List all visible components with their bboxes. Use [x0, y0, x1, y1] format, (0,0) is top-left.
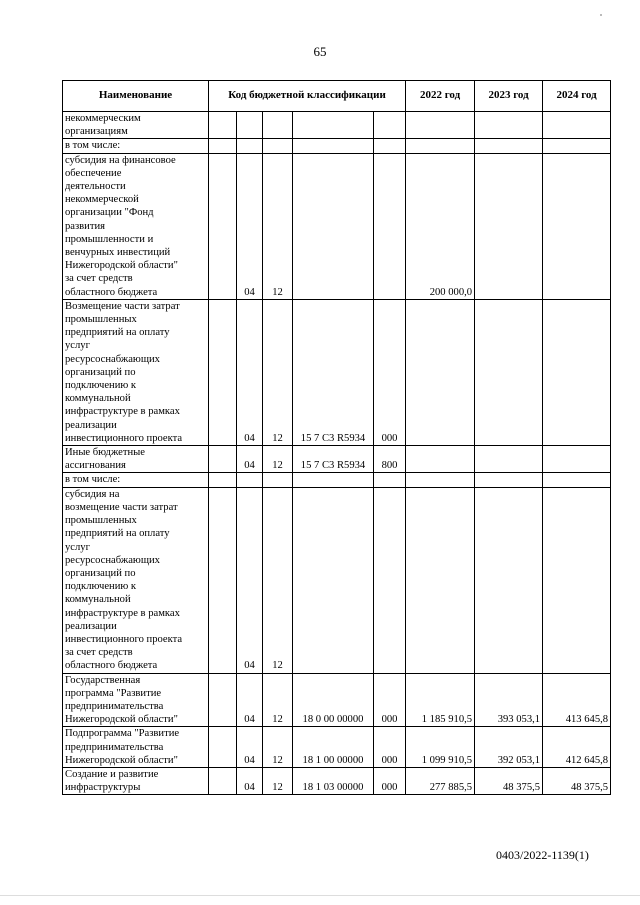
cell-y2023: [475, 473, 543, 487]
cell-c4: [293, 487, 374, 673]
cell-y2022: [406, 446, 475, 473]
budget-table: [62, 80, 611, 795]
cell-name: Иные бюджетные ассигнования: [63, 446, 209, 473]
table-row: [63, 299, 611, 445]
cell-c1: [209, 299, 237, 445]
scan-edge-line: [0, 895, 640, 896]
cell-c3: [263, 139, 293, 153]
cell-c5: [374, 473, 406, 487]
cell-y2023: 392 053,1: [475, 727, 543, 768]
cell-c2: [237, 473, 263, 487]
cell-c3: [263, 473, 293, 487]
cell-y2024: [543, 473, 611, 487]
cell-c2: 04: [237, 153, 263, 299]
cell-c3: 12: [263, 487, 293, 673]
table-row: [63, 112, 611, 139]
cell-c3: 12: [263, 299, 293, 445]
cell-y2023: [475, 112, 543, 139]
cell-y2024: 412 645,8: [543, 727, 611, 768]
cell-y2024: [543, 299, 611, 445]
cell-y2023: [475, 153, 543, 299]
cell-c3: [263, 112, 293, 139]
cell-c2: 04: [237, 767, 263, 794]
cell-y2022: 200 000,0: [406, 153, 475, 299]
cell-c3: 12: [263, 446, 293, 473]
page-number: 65: [313, 44, 327, 59]
cell-y2024: 413 645,8: [543, 673, 611, 727]
table-row: [63, 153, 611, 299]
cell-c5: 000: [374, 673, 406, 727]
cell-c1: [209, 673, 237, 727]
cell-c5: [374, 139, 406, 153]
cell-c4: [293, 473, 374, 487]
cell-c4: [293, 153, 374, 299]
header-2024: 2024 год: [543, 81, 611, 112]
scan-speck: [600, 14, 602, 16]
cell-c2: 04: [237, 446, 263, 473]
cell-y2024: [543, 446, 611, 473]
cell-y2023: [475, 299, 543, 445]
cell-c4: [293, 112, 374, 139]
cell-y2023: [475, 446, 543, 473]
cell-c5: 000: [374, 727, 406, 768]
cell-c1: [209, 153, 237, 299]
cell-name: субсидия на возмещение части затрат промышленных предприятий на оплату услуг ресурсоснабжающих организаций по подключению к коммунальной инфраструктуре в рамках реализации инвестиционного проекта за счет средств областного бюджета: [63, 487, 209, 673]
cell-c1: [209, 487, 237, 673]
cell-name: Создание и развитие инфраструктуры: [63, 767, 209, 794]
cell-y2023: [475, 139, 543, 153]
table-row: [63, 727, 611, 768]
cell-c2: 04: [237, 487, 263, 673]
cell-name: некоммерческим организациям: [63, 112, 209, 139]
table-header-row: [63, 81, 611, 112]
cell-name: Подпрограмма "Развитие предпринимательства Нижегородской области": [63, 727, 209, 768]
cell-c5: [374, 487, 406, 673]
cell-c3: 12: [263, 767, 293, 794]
cell-y2024: [543, 112, 611, 139]
table-row: [63, 473, 611, 487]
cell-c3: 12: [263, 727, 293, 768]
cell-c5: 000: [374, 299, 406, 445]
table-row: [63, 446, 611, 473]
cell-y2024: [543, 153, 611, 299]
header-code: Код бюджетной классификации: [209, 81, 406, 112]
cell-y2023: 48 375,5: [475, 767, 543, 794]
cell-c1: [209, 767, 237, 794]
cell-c1: [209, 446, 237, 473]
cell-c5: 000: [374, 767, 406, 794]
cell-c1: [209, 112, 237, 139]
cell-c3: 12: [263, 153, 293, 299]
cell-c5: 800: [374, 446, 406, 473]
cell-y2024: [543, 487, 611, 673]
cell-y2022: 277 885,5: [406, 767, 475, 794]
header-2022: 2022 год: [406, 81, 475, 112]
cell-c4: [293, 139, 374, 153]
cell-y2022: [406, 112, 475, 139]
cell-c2: [237, 112, 263, 139]
cell-name: Возмещение части затрат промышленных предприятий на оплату услуг ресурсоснабжающих организаций по подключению к коммунальной инфраструктуре в рамках реализации инвестиционного проекта: [63, 299, 209, 445]
cell-y2022: [406, 139, 475, 153]
cell-name: в том числе:: [63, 139, 209, 153]
table-row: [63, 487, 611, 673]
cell-name: в том числе:: [63, 473, 209, 487]
cell-c4: 15 7 C3 R5934: [293, 446, 374, 473]
cell-c2: 04: [237, 299, 263, 445]
header-name: Наименование: [63, 81, 209, 112]
cell-y2022: [406, 487, 475, 673]
cell-c4: 18 1 00 00000: [293, 727, 374, 768]
cell-c4: 18 1 03 00000: [293, 767, 374, 794]
cell-y2023: [475, 487, 543, 673]
cell-y2024: [543, 139, 611, 153]
header-2023: 2023 год: [475, 81, 543, 112]
cell-c2: 04: [237, 727, 263, 768]
cell-c2: 04: [237, 673, 263, 727]
table-row: [63, 767, 611, 794]
cell-name: Государственная программа "Развитие предпринимательства Нижегородской области": [63, 673, 209, 727]
cell-c4: 18 0 00 00000: [293, 673, 374, 727]
cell-c1: [209, 473, 237, 487]
table-row: [63, 139, 611, 153]
cell-y2022: 1 185 910,5: [406, 673, 475, 727]
cell-y2022: [406, 473, 475, 487]
cell-c1: [209, 139, 237, 153]
cell-name: субсидия на финансовое обеспечение деятельности некоммерческой организации "Фонд развития промышленности и венчурных инвестиций Нижегородской области" за счет средств областного бюджета: [63, 153, 209, 299]
cell-y2024: 48 375,5: [543, 767, 611, 794]
cell-c5: [374, 112, 406, 139]
document-code: 0403/2022-1139(1): [496, 848, 589, 862]
cell-c5: [374, 153, 406, 299]
cell-c2: [237, 139, 263, 153]
cell-y2022: 1 099 910,5: [406, 727, 475, 768]
cell-c4: 15 7 C3 R5934: [293, 299, 374, 445]
cell-c1: [209, 727, 237, 768]
cell-y2023: 393 053,1: [475, 673, 543, 727]
cell-y2022: [406, 299, 475, 445]
cell-c3: 12: [263, 673, 293, 727]
table-row: [63, 673, 611, 727]
